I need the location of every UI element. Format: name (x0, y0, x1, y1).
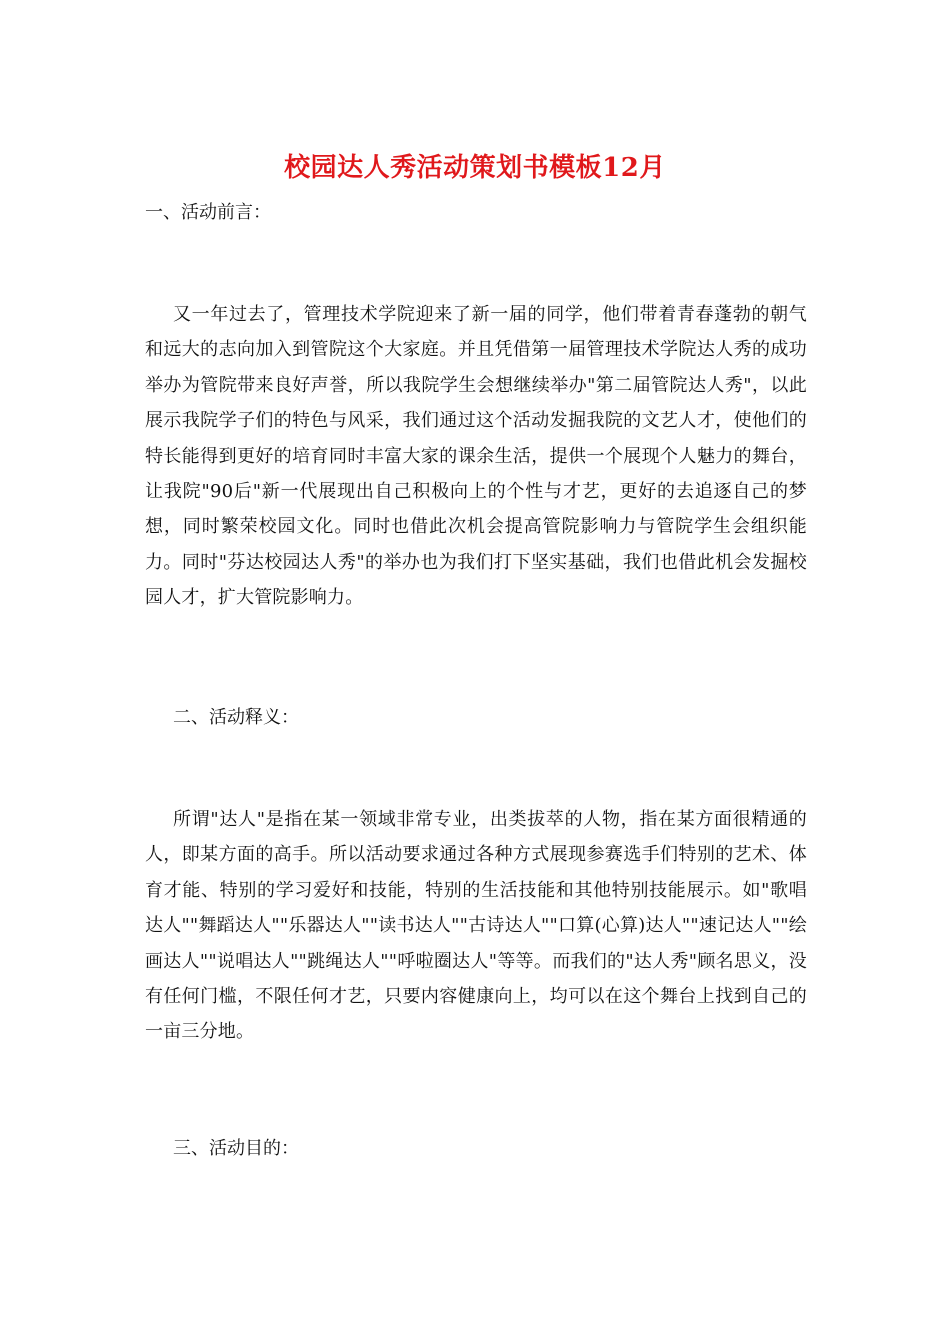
section-heading-definition: 二、活动释义： (173, 707, 299, 728)
section-paragraph-preface: 又一年过去了，管理技术学院迎来了新一届的同学，他们带着青春蓬勃的朝气和远大的志向加入到管院这个大家庭。并且凭借第一届管理技术学院达人秀的成功举办为管院带来良好声誉，所以我院学生会想继续举办"第二届管院达人秀"，以此展示我院学子们的特色与风采，我们通过这个活动发掘我院的文艺人才，使他们的特长能得到更好的培育同时丰富大家的课余生活，提供一个展现个人魅力的舞台，让我院"90后"新一代展现出自己积极向上的个性与才艺，更好的去追逐自己的梦想，同时繁荣校园文化。同时也借此次机会提高管院影响力与管院学生会组织能力。同时"芬达校园达人秀"的举办也为我们打下坚实基础，我们也借此机会发掘校园人才，扩大管院影响力。 (145, 304, 807, 609)
document-title: 校园达人秀活动策划书模板12月 (284, 153, 666, 183)
section-paragraph-definition: 所谓"达人"是指在某一领域非常专业，出类拔萃的人物，指在某方面很精通的人，即某方面的高手。所以活动要求通过各种方式展现参赛选手们特别的艺术、体育才能、特别的学习爱好和技能，特别的生活技能和其他特别技能展示。如"歌唱达人""舞蹈达人""乐器达人""读书达人""古诗达人""口算(心算)达人""速记达人""绘画达人""说唱达人""跳绳达人""呼啦圈达人"等等。而我们的"达人秀"顾名思义，没有任何门槛，不限任何才艺，只要内容健康向上，均可以在这个舞台上找到自己的一亩三分地。 (145, 809, 807, 1043)
section-heading-purpose: 三、活动目的： (173, 1138, 299, 1159)
section-heading-preface: 一、活动前言： (145, 202, 271, 223)
